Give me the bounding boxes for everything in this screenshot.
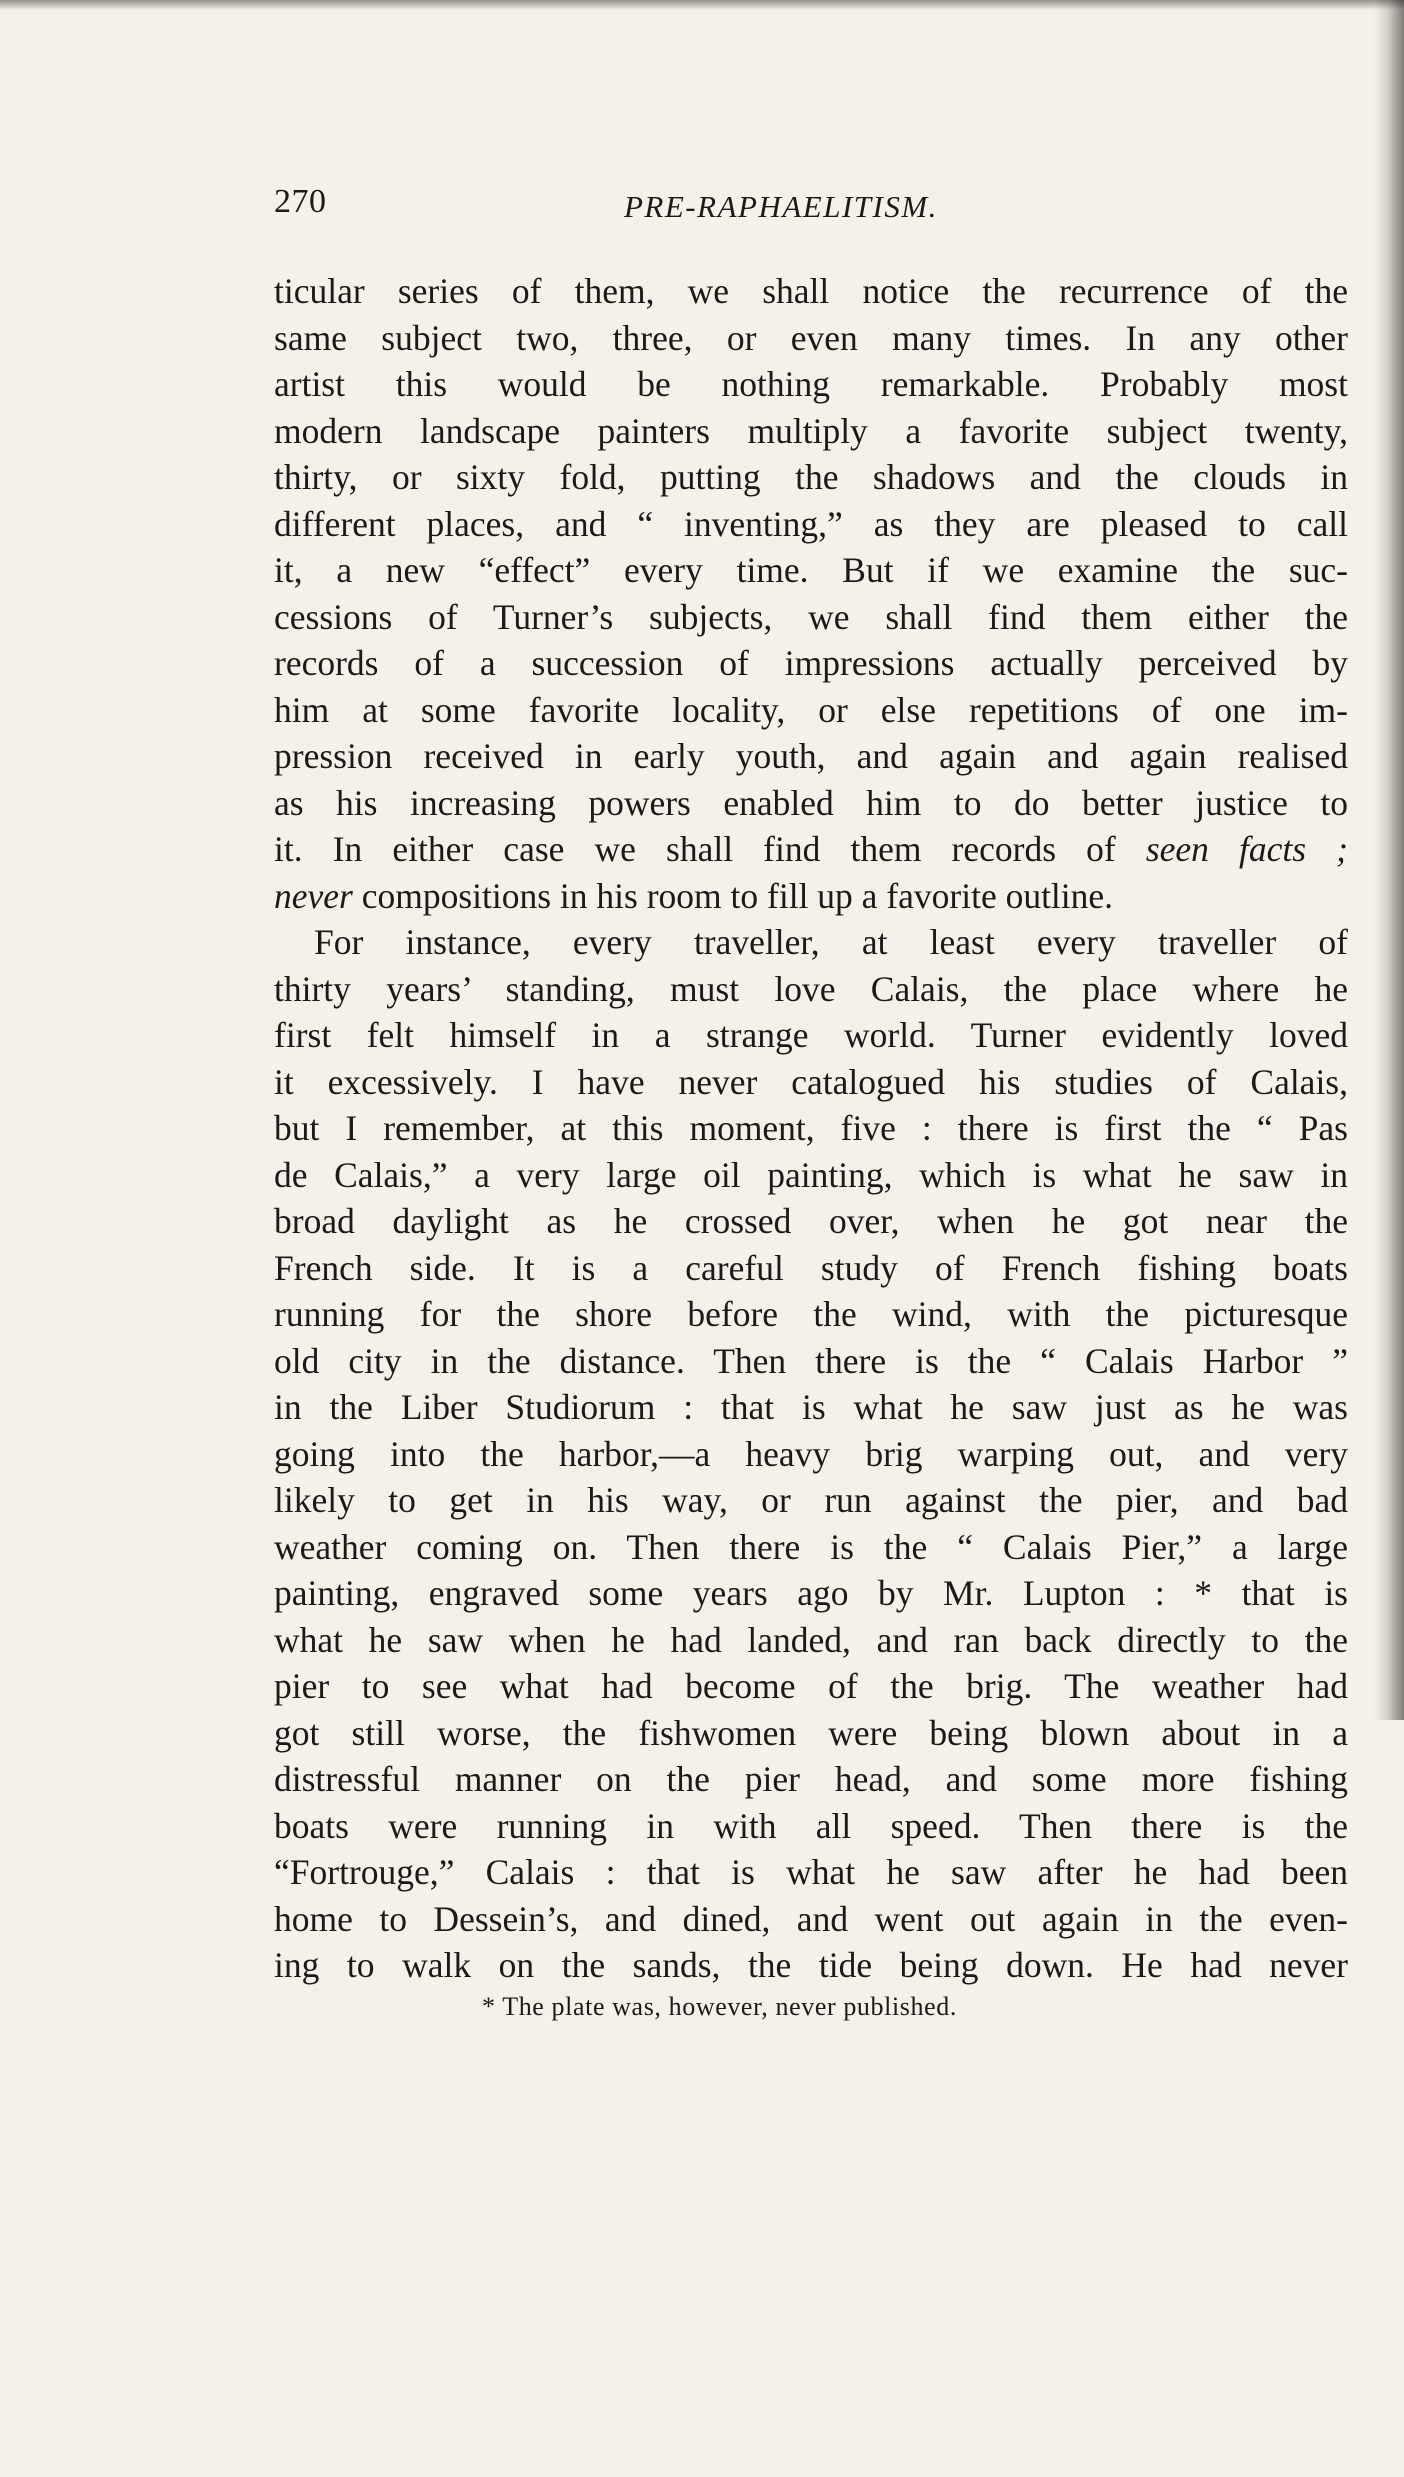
- text-line: weather coming on. Then there is the “ Calais Pier,” a large: [274, 1526, 1348, 1567]
- text-line: ing to walk on the sands, the tide being down. He had never: [274, 1945, 1348, 1985]
- body-text: [274, 268, 1348, 1989]
- page-edge-shadow: [1374, 0, 1404, 1720]
- text-line-mixed: [274, 873, 1348, 920]
- text-line: broad daylight as he crossed over, when he got near the: [274, 1201, 1348, 1241]
- running-title: PRE-RAPHAELITISM.: [624, 189, 938, 224]
- text-line: it excessively. I have never catalogued his studies of Calais,: [274, 1061, 1348, 1102]
- paragraph-2: [274, 919, 1348, 1989]
- text-line: as his increasing powers enabled him to do better justice to: [274, 782, 1348, 823]
- page-top-shadow: [0, 0, 1404, 10]
- text-line: thirty, or sixty fold, putting the shadows and the clouds in: [274, 457, 1348, 497]
- text-line: records of a succession of impressions actually perceived by: [274, 643, 1348, 683]
- text-line: boats were running in with all speed. Then there is the: [274, 1805, 1348, 1846]
- text-line-mixed: [274, 826, 1348, 873]
- text-line: French side. It is a careful study of French fishing boats: [274, 1247, 1348, 1288]
- text-line: him at some favorite locality, or else repetitions of one im-: [274, 689, 1348, 730]
- text-line: old city in the distance. Then there is the “ Calais Harbor ”: [274, 1340, 1348, 1381]
- footnote: * The plate was, however, never published.: [482, 1992, 957, 2021]
- text-line: painting, engraved some years ago by Mr. Lupton : * that is: [274, 1573, 1348, 1613]
- text-line: de Calais,” a very large oil painting, which is what he saw in: [274, 1154, 1348, 1195]
- text-line: in the Liber Studiorum : that is what he saw just as he was: [274, 1387, 1348, 1427]
- text-line: “Fortrouge,” Calais : that is what he saw after he had been: [274, 1852, 1348, 1892]
- text-line: likely to get in his way, or run against the pier, and bad: [274, 1480, 1348, 1520]
- text-line: different places, and “ inventing,” as they are pleased to call: [274, 503, 1348, 544]
- text-segment: it. In either case we shall find them records of: [274, 829, 1116, 869]
- text-line: ticular series of them, we shall notice the recurrence of the: [274, 271, 1348, 311]
- text-line: cessions of Turner’s subjects, we shall find them either the: [274, 596, 1348, 637]
- italic-phrase: seen facts ;: [1145, 829, 1348, 869]
- text-line: distressful manner on the pier head, and some more fishing: [274, 1759, 1348, 1799]
- text-line: artist this would be nothing remarkable. Probably most: [274, 364, 1348, 404]
- text-line: modern landscape painters multiply a favorite subject twenty,: [274, 410, 1348, 451]
- page-number: 270: [274, 183, 327, 220]
- text-line: home to Dessein’s, and dined, and went out again in the even-: [274, 1898, 1348, 1939]
- text-line: running for the shore before the wind, with the picturesque: [274, 1294, 1348, 1334]
- text-line: it, a new “effect” every time. But if we examine the suc-: [274, 550, 1348, 590]
- text-line: same subject two, three, or even many times. In any other: [274, 317, 1348, 358]
- italic-word: never: [274, 875, 353, 916]
- running-head: [274, 183, 1054, 233]
- text-line: first felt himself in a strange world. Turner evidently loved: [274, 1015, 1348, 1055]
- text-segment: compositions in his room to fill up a favorite outline.: [352, 875, 1114, 916]
- text-line: thirty years’ standing, must love Calais, the place where he: [274, 968, 1348, 1009]
- paragraph-1: [274, 268, 1348, 919]
- text-line: For instance, every traveller, at least every traveller of: [314, 922, 1348, 962]
- text-line: what he saw when he had landed, and ran back directly to the: [274, 1619, 1348, 1660]
- text-line: going into the harbor,—a heavy brig warping out, and very: [274, 1433, 1348, 1474]
- text-line: pier to see what had become of the brig. The weather had: [274, 1666, 1348, 1706]
- text-line: pression received in early youth, and again and again realised: [274, 736, 1348, 776]
- text-line: but I remember, at this moment, five : there is first the “ Pas: [274, 1108, 1348, 1148]
- text-line: got still worse, the fishwomen were being blown about in a: [274, 1712, 1348, 1753]
